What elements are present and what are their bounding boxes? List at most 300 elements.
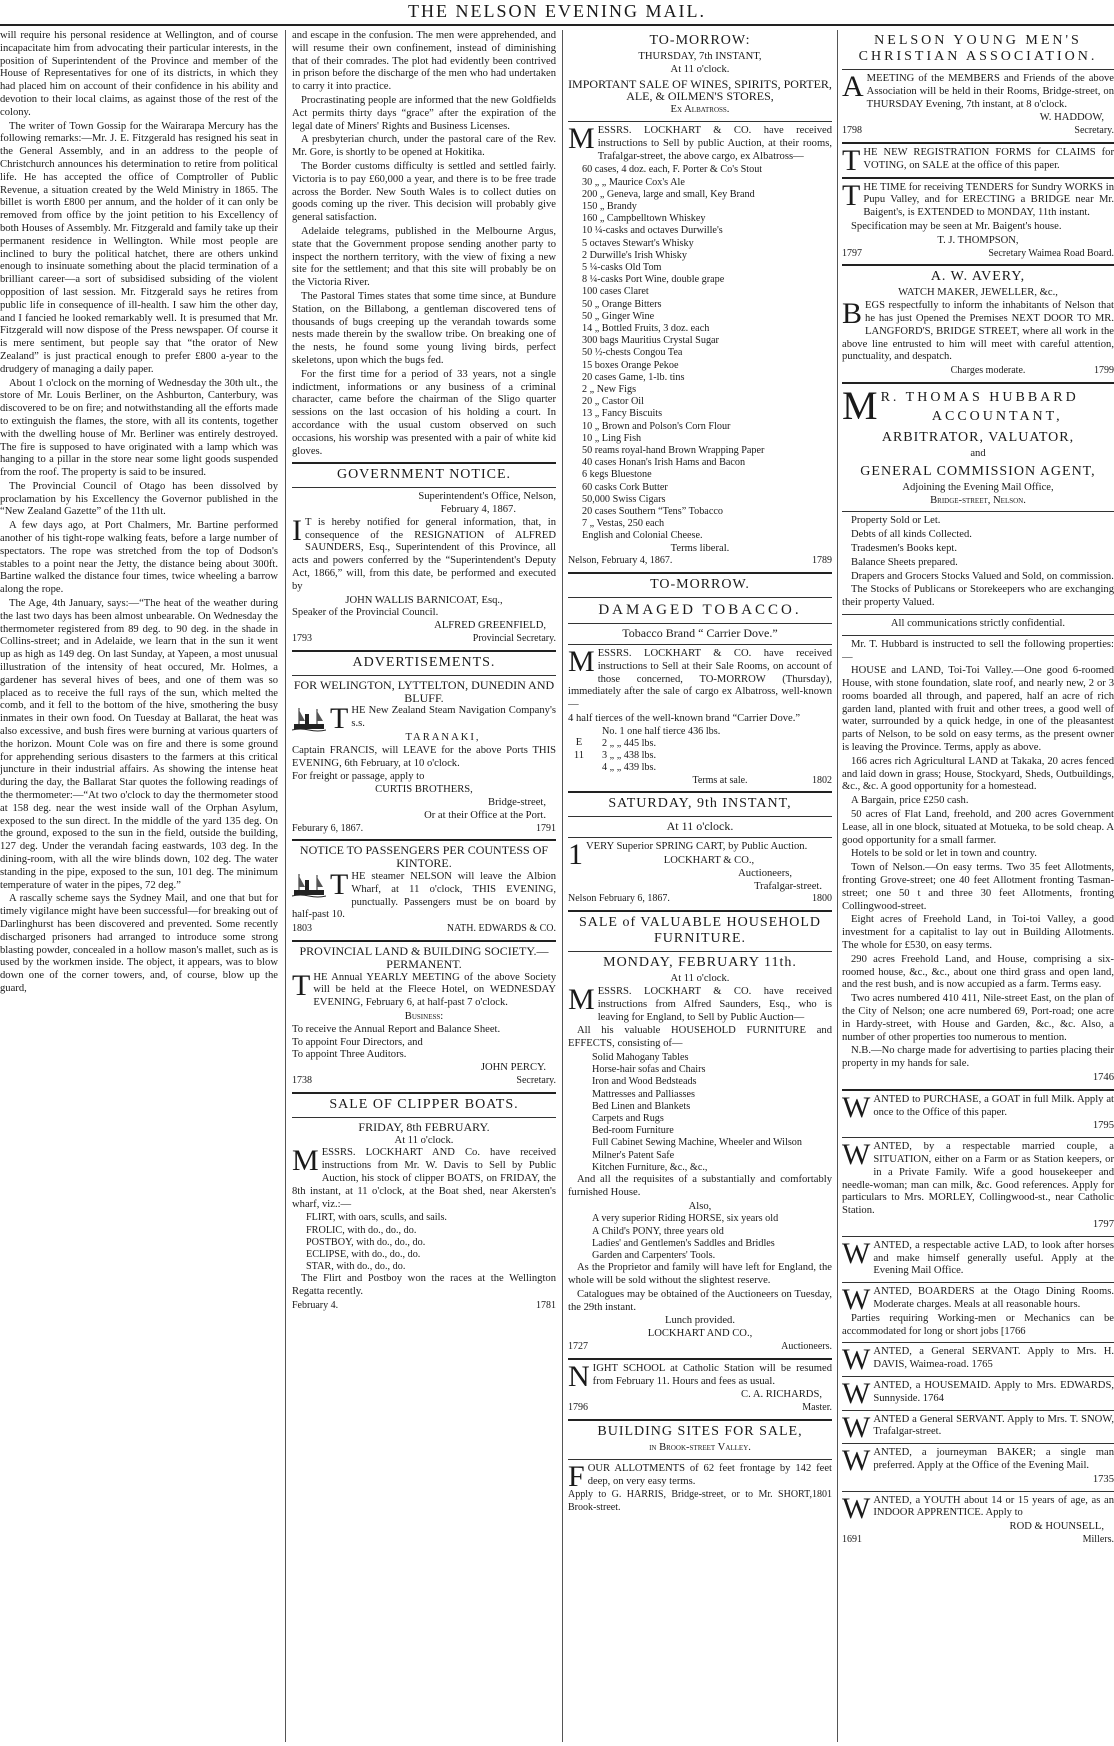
- ad-charges: Charges moderate.: [950, 365, 1026, 377]
- drop-cap: I: [292, 513, 302, 547]
- ad-signature: T. J. THOMPSON,: [937, 234, 1019, 246]
- auction-date: THURSDAY, 7th INSTANT,: [638, 51, 762, 62]
- damaged-tobacco-ad: [568, 577, 832, 787]
- ad-heading: BUILDING SITES FOR SALE,: [597, 1424, 803, 1440]
- signature-role: Master.: [802, 1402, 832, 1414]
- furniture-item: Mattresses and Palliasses: [592, 1088, 695, 1100]
- property-listing: Town of Nelson.—On easy terms. Two 35 feet Allotments, fronting Grove-street; one 40 feet Allotment fronting Tasman-street; one 50 t and three 30 feet Allotments, fronting Collingwood-street.: [842, 862, 1114, 912]
- brand-mark: 11: [573, 750, 585, 762]
- furniture-item: Horse-hair sofas and Chairs: [592, 1064, 706, 1076]
- furniture-item: Bed-room Furniture: [592, 1125, 674, 1137]
- divider: [292, 940, 556, 942]
- ad-body: ESSRS. LOCKHART & CO. have received instructions from Alfred Saunders, Esq., who is leaving for England, to Sell by Public Auction—: [597, 986, 832, 1023]
- business-label: Business:: [404, 1010, 444, 1022]
- cargo-item: 50 ½-chests Congou Tea: [582, 347, 683, 359]
- ad-body: Captain FRANCIS, will LEAVE for the above Ports THIS EVENING, 6th February, at 10 o'clock.: [292, 744, 556, 769]
- also-label: Also,: [688, 1200, 712, 1212]
- drop-cap: T: [330, 868, 349, 902]
- divider: [568, 572, 832, 574]
- ad-signature: JOHN PERCY.: [480, 1062, 546, 1074]
- furniture-item: Bed Linen and Blankets: [592, 1100, 691, 1112]
- cargo-item: 15 boxes Orange Pekoe: [582, 359, 679, 371]
- divider: [568, 644, 832, 645]
- ad-title: DAMAGED TOBACCO.: [598, 602, 802, 619]
- divider: [842, 1282, 1114, 1283]
- ad-body: Parties requiring Working-men or Mechanics can be accommodated for long or short jobs: [842, 1312, 1114, 1337]
- divider: [568, 1358, 832, 1360]
- divider: [842, 264, 1114, 266]
- also-item: Garden and Carpenters' Tools.: [592, 1250, 716, 1262]
- article-paragraph: The Border customs difficulty is settled and settled fairly. Victoria is to pay £60,000 a year, and there is to be free trade across the Border. New South Wales is to collect duties on goods coming up the river. This decision will probably give general satisfaction.: [292, 160, 556, 224]
- ad-number: 1691: [842, 1533, 862, 1545]
- building-sites-ad: [568, 1424, 832, 1515]
- divider: [292, 839, 556, 841]
- article-paragraph: will require his personal residence at Wellington, and of course incapacitate him from advocating their particular interests, in the position of Superintendent of the Province and member of the House of Representatives for one of its districts, in which they had placed him on account of their confidence in his ability and devotion to their local claims, as against those of the rest of the colony.: [0, 30, 278, 118]
- ad-number: [1766: [1000, 1325, 1026, 1337]
- service-item: Debts of all kinds Collected.: [851, 529, 972, 541]
- boat-item: FLIRT, with oars, sculls, and sails.: [306, 1212, 447, 1224]
- ad-heading: TO-MORROW.: [650, 577, 750, 593]
- divider: [842, 177, 1114, 179]
- property-listing: Eight acres of Freehold Land, in Toi-toi Valley, a good investment for a capitalist to lay out in Building Allotments. The whole for £530, on easy terms.: [842, 914, 1114, 952]
- cargo-item: 20 cases Southern “Tens” Tobacco: [582, 506, 723, 518]
- section-heading: ADVERTISEMENTS.: [352, 654, 496, 670]
- cargo-item: 10 „ Ling Fish: [582, 432, 642, 444]
- passenger-notice: [292, 844, 556, 936]
- tierce-list: [590, 726, 720, 775]
- ad-heading: A. W. AVERY,: [930, 269, 1026, 285]
- ad-date: Nelson, February 4, 1867.: [568, 555, 673, 567]
- ad-heading: R. THOMAS HUBBARD: [880, 389, 1079, 405]
- article-paragraph: The Provincial Council of Otago has been dissolved by proclamation by his Excellency the Governor published in the “New Zealand Gazette” of the 11th ult.: [0, 480, 278, 518]
- divider: [292, 1092, 556, 1094]
- drop-cap: W: [842, 1376, 871, 1410]
- night-school-ad: [568, 1359, 832, 1415]
- divider: [292, 1117, 556, 1118]
- hubbard-ad: [842, 387, 1114, 1085]
- services-list: [842, 515, 1114, 610]
- divider: [842, 142, 1114, 144]
- drop-cap: N: [568, 1359, 590, 1393]
- ad-body: Specification may be seen at Mr. Baigent's house.: [851, 220, 1062, 232]
- tierce-row: 4 „ „ 439 lbs.: [602, 762, 657, 774]
- service-item: Balance Sheets prepared.: [851, 556, 958, 568]
- ad-body: HE New Zealand Steam Navigation Company's s.s.: [351, 705, 556, 730]
- divider: [842, 1236, 1114, 1237]
- wine-sale-ad: [568, 33, 832, 568]
- ad-signature: LOCKHART & CO.,: [663, 855, 755, 867]
- ad-heading: TO-MORROW:: [649, 33, 751, 48]
- property-listing: 166 acres rich Agricultural LAND at Takaka, 20 acres fenced and laid down in grass; House, Stockyard, Sheds, Outbuildings, &c., &c. A good opportunity for a homestead.: [842, 755, 1114, 793]
- ad-note: Catalogues may be obtained of the Auctioneers on Tuesday, the 29th instant.: [568, 1288, 832, 1313]
- column-2: [292, 30, 556, 1742]
- divider: [568, 910, 832, 912]
- ad-number: 1802: [812, 774, 832, 786]
- ad-body: And all the requisites of a substantially and comfortably furnished House.: [568, 1174, 832, 1198]
- article-paragraph: The Age, 4th January, says:—“The heat of the weather during the last two days has been almost unbearable. On Wednesday the thermometer registered from 89 deg. to 90 deg. in the shade in Collins-street; and in Adelaide, we learn that in the sun it went up as high as 149 deg. On last Sunday, at Yapeen, a most unusual illustration of the intensity of heat occured, Mr. Holmes, a gardener has several hives of bees, and one of them was so placed as to receive the full rays of the sun, which melted the comb, and it fell to the bottom of the hive, smothering the busy inmates in their own food. On Tuesday at Ballarat, the heat was also excessive, and bush fires were burning at various quarters of the horizon. Mount Cole was on fire and there is some ground for apprehending serious disasters to the farmers at this critical juncture in their industrial affairs. As showing the intense heat during the day, the Ballarat Star quotes the following readings of the thermometer:—“At two o'clock to day the thermometer stood at 158 deg. near the west inside wall of the Orphan Asylum, exposed to the sun direct. In the middle of the yard 135 deg. On the ground, exposed to the sun in the field, outside the building, 127 deg. Under the verandah facing eastwards, 103 deg. In the dining-room, with all the wire blinds down, 102 deg. The water standing in the pipe, exposed to the sun, 101 deg. The minimum temperature of water in the pipes, 72 deg.”: [0, 598, 278, 891]
- cargo-item: 20 cases Game, 1-lb. tins: [582, 371, 685, 383]
- furniture-item: Iron and Wood Bedsteads: [592, 1076, 697, 1088]
- ad-number: 1798: [842, 125, 862, 137]
- masthead: THE NELSON EVENING MAIL.: [408, 1, 706, 21]
- notice-signature: ALFRED GREENFIELD,: [434, 620, 546, 632]
- ad-number: 1791: [536, 822, 556, 834]
- ad-number: 1738: [292, 1074, 312, 1086]
- steamer-ad-taranaki: [292, 679, 556, 836]
- ad-heading: FOR WELINGTON, LYTTELTON, DUNEDIN AND BLUFF.: [293, 677, 555, 705]
- ad-number: 1789: [812, 555, 832, 567]
- ad-ex: Ex Albatross.: [670, 104, 730, 116]
- ad-body: EGS respectfully to inform the inhabitants of Nelson that he has just Opened the Premises NEXT DOOR TO MR. LANGFORD'S, BRIDGE STREET, where all work in the above line entrusted to him will meet with careful attention, punctuality, and despatch.: [842, 300, 1114, 363]
- signature-street: Trafalgar-street.: [754, 880, 822, 892]
- divider: [292, 462, 556, 464]
- article-paragraph: A rascally scheme says the Sydney Mail, and one that but for timely vigilance might have been successful—for breaking out of Darlinghurst has been discovered and prevented. Some recently discharged prisoners had arranged to introduce some strong blasting powder, concealed in a hollow mason's mallet, such as is used by the workmen inside. The object, it appears, was to blow down one of the corner towers, and, of course, blow up the guard,: [0, 893, 278, 994]
- notice-date: February 4, 1867.: [440, 504, 516, 516]
- property-listing: 50 acres of Flat Land, freehold, and 200 acres Government Lease, all in one block, situated at Motueka, to be sold cheap. A good opportunity for a small farmer.: [842, 809, 1114, 846]
- ad-body: ANTED, a General SERVANT. Apply to Mrs. H. DAVIS, Waimea-road.: [873, 1346, 1114, 1371]
- cargo-item: 30 „ „ Maurice Cox's Ale: [582, 176, 685, 188]
- ad-body: ESSRS. LOCKHART AND Co. have received instructions from Mr. W. Davis to Sell by Public Auction, his stock of clipper BOATS, on FRIDAY, the 8th instant, at 11 o'clock, at the Boat shed, near Akersten's wharf, viz.:—: [292, 1147, 556, 1210]
- ad-body: OUR ALLOTMENTS of 62 feet frontage by 142 feet deep, on very easy terms.: [587, 1462, 832, 1487]
- ad-body: ESSRS. LOCKHART & CO. have received instructions to Sell at their Sale Rooms, on account of those concerned, TO-MORROW (Thursday), immediately after the sale of cargo ex Albatross, well-known—: [568, 648, 832, 711]
- ad-date: February 4.: [292, 1299, 339, 1311]
- wanted-goat-ad: [842, 1090, 1114, 1133]
- drop-cap: W: [842, 1491, 871, 1525]
- divider: [568, 837, 832, 838]
- cargo-list: [568, 164, 832, 542]
- cargo-item: 13 „ Fancy Biscuits: [582, 408, 663, 420]
- tenders-ad: [842, 178, 1114, 261]
- auction-date: MONDAY, FEBRUARY 11th.: [603, 955, 797, 971]
- drop-cap: F: [568, 1459, 585, 1493]
- ad-lead: 4 half tierces of the well-known brand “Carrier Dove.”: [568, 713, 801, 725]
- agent-office: Or at their Office at the Port.: [424, 809, 546, 821]
- ad-number: 1781: [536, 1299, 556, 1311]
- divider: [292, 487, 556, 488]
- steamship-icon: [292, 706, 326, 732]
- article-paragraph: The writer of Town Gossip for the Wairarapa Mercury has the following remarks:—Mr. J. E. Fitzgerald has resigned his seat in the General Assembly, and in an address to the people of Christchurch announces his determination to retire from political life. He has accepted the office of Comptroller of Public Revenue, a situation created by the Weld Ministry in 1865. The billet is worth £800 per annum, and the holder of it can only be removed from office by the joint petition to his Excellency of both Houses of Assembly. Mr. Fitzgerald and family take up their permanent residence in Wellington. While most people are inclined to bury the political hatchet, there are others unkind enough to insinuate something about the placid termination of a brilliant career—a sort of subsidised subsiding of the violent opposition of last session. Mr. Fitzgerald says he retires from public life in consequence of ill-health. I saw him the other day, and I fancied he looked remarkably well. It is presumed that Mr. Fitzgerald will now dispose of the Press newspaper. Of course it is mere sentiment, but people say that “the orator of New Zealand” is just practical enough to prefer £800 a-year to the drudgery of managing a daily paper.: [0, 120, 278, 375]
- brand-mark: E: [575, 737, 583, 749]
- cargo-item: 5 ¼-casks Old Tom: [582, 262, 662, 273]
- ad-number: 1796: [568, 1402, 588, 1414]
- drop-cap: W: [842, 1236, 871, 1270]
- article-paragraph: About 1 o'clock on the morning of Wednesday the 30th ult., the store of Mr. Louis Berliner, on the Ashburton, Canterbury, was discovered to be on fire; and notwithstanding all the efforts made to extinguish the flames, the store, with all its contents, together with the dwelling house of Mr. Berliner was entirely destroyed. The fire is supposed to have originated with a lamp which was hanging to a pillar in the store near some light goods suspended from the roof. The property is said to be insured.: [0, 377, 278, 479]
- ad-number: 1793: [292, 633, 312, 645]
- service-item: The Stocks of Publicans or Storekeepers who are exchanging their property Valued.: [842, 584, 1114, 609]
- auction-date: FRIDAY, 8th FEBRUARY.: [358, 1119, 490, 1134]
- drop-cap: T: [330, 702, 349, 736]
- column-3: [568, 30, 832, 1742]
- ad-body: ANTED, BOARDERS at the Otago Dining Rooms. Moderate charges. Meals at all reasonable hours.: [873, 1286, 1114, 1310]
- drop-cap: T: [292, 968, 311, 1002]
- tierce-row: 3 „ „ 438 lbs.: [602, 750, 657, 762]
- cargo-item: 6 kegs Bluestone: [582, 469, 652, 481]
- ad-number: 1795: [1092, 1120, 1114, 1132]
- cargo-item: 200 „ Geneva, large and small, Key Brand: [582, 188, 755, 200]
- steamship-icon: [292, 872, 326, 898]
- divider: [842, 635, 1114, 636]
- article-paragraph: A few days ago, at Port Chalmers, Mr. Bartine performed another of his tight-rope walking feats, before a large number of spectators. The rope was stretched from the top of Dodson's stables to a point near the Jetty, the distance being about 300ft. Bartine walked the distance four times, twice wheeling a barrow along the rope.: [0, 520, 278, 596]
- notice-role: Speaker of the Provincial Council.: [292, 607, 439, 619]
- furniture-item: Full Cabinet Sewing Machine, Wheeler and Wilson: [592, 1137, 802, 1149]
- divider: [842, 1376, 1114, 1377]
- cargo-item: 10 ¼-casks and octaves Durwille's: [582, 225, 723, 237]
- ad-number: 1727: [568, 1341, 588, 1353]
- boat-item: ECLIPSE, with do., do., do.: [306, 1248, 421, 1260]
- article-paragraph: The Pastoral Times states that some time since, at Bundure Station, on the Billabong, a gentleman discovered tens of thousands of bugs creeping up the verandah towards some nests made therein by the swallow tribe. On breaking one of the nests, he found some young living birds, perfect skeletons, upon which the bugs fed.: [292, 290, 556, 366]
- drop-cap: T: [842, 178, 861, 212]
- auction-time: At 11 o'clock.: [666, 819, 734, 834]
- divider: [842, 1443, 1114, 1444]
- ad-number: 1799: [1093, 365, 1114, 377]
- article-paragraph: and escape in the confusion. The men were apprehended, and will resume their own confinement, instead of diminishing that of their comrades. The plot had evidently been contrived in prison before the discharge of the men who had undertaken to carry it into practice.: [292, 30, 556, 93]
- ad-body: ANTED, a YOUTH about 14 or 15 years of age, as an INDOOR APPRENTICE. Apply to: [873, 1494, 1114, 1519]
- divider: [568, 791, 832, 793]
- ad-number: 1765: [971, 1359, 993, 1371]
- signature-role: Secretary.: [1074, 125, 1114, 137]
- also-item: A very superior Riding HORSE, six years old: [592, 1213, 779, 1225]
- boat-item: STAR, with do., do., do.: [306, 1261, 406, 1273]
- ad-signature: C. A. RICHARDS,: [741, 1389, 822, 1401]
- divider: [568, 623, 832, 624]
- drop-cap: A: [842, 70, 864, 103]
- ad-address: Bridge-street, Nelson.: [930, 494, 1026, 506]
- divider: [842, 1137, 1114, 1138]
- ad-line: For freight or passage, apply to: [292, 771, 425, 783]
- divider: [842, 1342, 1114, 1343]
- properties-list: [842, 665, 1114, 1044]
- agenda-item: To receive the Annual Report and Balance Sheet.: [292, 1023, 501, 1035]
- ad-body: IGHT SCHOOL at Catholic Station will be resumed from February 11. Hours and fees as usual.: [592, 1362, 832, 1387]
- agent-street: Bridge-street,: [488, 797, 546, 809]
- signature-role: Provincial Secretary.: [472, 633, 556, 645]
- signature-role: Auctioneers,: [738, 867, 792, 879]
- ad-heading: NELSON YOUNG MEN'S CHRISTIAN ASSOCIATION.: [858, 33, 1098, 64]
- ad-address: Adjoining the Evening Mail Office,: [902, 481, 1054, 493]
- ad-body: HE Annual YEARLY MEETING of the above Society will be held at the Fleece Hotel, on WEDNESDAY EVENING, February 6, at half-past 7 o'clock.: [313, 971, 556, 1009]
- building-society-ad: [292, 945, 556, 1088]
- ad-body: ESSRS. LOCKHART & CO. have received instructions to Sell by public Auction, at their rooms, Trafalgar-street, the above cargo, ex Albatross—: [597, 124, 832, 162]
- ad-body: HE TIME for receiving TENDERS for Sundry WORKS in Pupu Valley, and for ERECTING a BRIDGE near Mr. Baigent's, is EXTENDED to MONDAY, 11th instant.: [863, 181, 1114, 219]
- ad-heading-line: ACCOUNTANT,: [931, 408, 1063, 424]
- divider: [568, 121, 832, 122]
- column-rule: [837, 30, 838, 1742]
- ad-number: 1801: [812, 1489, 832, 1501]
- furniture-item: Milner's Patent Safe: [592, 1149, 675, 1161]
- ad-body: ANTED, a HOUSEMAID. Apply to Mrs. EDWARDS, Sunnyside.: [873, 1379, 1114, 1404]
- wanted-youth-ad: [842, 1491, 1114, 1547]
- divider: [842, 1491, 1114, 1492]
- furniture-list: [568, 1052, 832, 1174]
- cargo-item: 60 cases, 4 doz. each, F. Porter & Co's Stout: [582, 164, 763, 176]
- article-paragraph: Procrastinating people are informed that the new Goldfields Act permits thirty days “grace” after the expiration of the legal date of Miners' Rights and Business Licenses.: [292, 94, 556, 132]
- divider: [568, 816, 832, 817]
- ad-subtitle: WATCH MAKER, JEWELLER, &c.,: [898, 287, 1058, 299]
- signature-role: Millers.: [1082, 1533, 1114, 1545]
- drop-cap: W: [842, 1283, 871, 1317]
- article-paragraph: For the first time for a period of 33 years, not a single indictment, informations or any business of a criminal character, came before the chairman of the Sligo quarter sessions on the last occasion of his holding a court. In accordance with the usual custom observed on such occasions, his worship was presented with a pair of white kid gloves.: [292, 368, 556, 457]
- also-item: Ladies' and Gentlemen's Saddles and Bridles: [592, 1237, 775, 1249]
- boat-item: FROLIC, with do., do., do.: [306, 1224, 417, 1236]
- drop-cap: 1: [568, 838, 583, 872]
- ship-name: TARANAKI,: [405, 732, 481, 744]
- notice-office: Superintendent's Office, Nelson,: [418, 491, 556, 503]
- property-listing: Hotels to be sold or let in town and country.: [851, 848, 1037, 860]
- ad-number: 1746: [1092, 1072, 1114, 1083]
- service-item: Drapers and Grocers Stocks Valued and Sold, on commission.: [851, 570, 1114, 582]
- ad-heading: SALE of VALUABLE HOUSEHOLD FURNITURE.: [578, 915, 822, 947]
- ad-and: and: [970, 447, 986, 459]
- ad-number: 1764: [922, 1392, 944, 1404]
- ad-number: 1735: [1092, 1473, 1114, 1485]
- ad-apply: Apply to G. HARRIS, Bridge-street, or to Mr. SHORT, Brook-street.: [568, 1489, 812, 1514]
- cargo-item: 2 Durwille's Irish Whisky: [582, 249, 687, 261]
- ad-terms: Terms at sale.: [692, 774, 748, 786]
- divider: [568, 951, 832, 952]
- government-notice: [292, 467, 556, 646]
- drop-cap: M: [568, 983, 595, 1017]
- ad-lead: All his valuable HOUSEHOLD FURNITURE and EFFECTS, consisting of—: [568, 1025, 832, 1050]
- agenda-item: To appoint Four Directors, and: [292, 1036, 423, 1048]
- notice-name: JOHN WALLIS BARNICOAT, Esq.,: [345, 594, 503, 606]
- divider: [842, 511, 1114, 512]
- drop-cap: M: [842, 386, 878, 427]
- wanted-lad-ad: [842, 1236, 1114, 1278]
- also-item: A Child's PONY, three years old: [592, 1225, 724, 1237]
- ad-body: VERY Superior SPRING CART, by Public Auction.: [586, 841, 808, 853]
- divider: [842, 1410, 1114, 1411]
- wanted-boarders-ad: [842, 1283, 1114, 1338]
- drop-cap: W: [842, 1343, 871, 1377]
- ad-body: ANTED a General SERVANT. Apply to Mrs. T. SNOW, Trafalgar-street.: [873, 1413, 1114, 1438]
- signature-role: Secretary Waimea Road Board.: [988, 247, 1114, 259]
- wanted-general-servant-ad: [842, 1410, 1114, 1444]
- ad-heading-line: ARBITRATOR, VALUATOR,: [881, 429, 1075, 445]
- property-listing: A Bargain, price £250 cash.: [851, 795, 969, 807]
- ad-body: HE steamer NELSON will leave the Albion Wharf, at 11 o'clock, THIS EVENING, punctually. Passengers must be on board by half-past 10.: [292, 871, 556, 921]
- agenda-item: To appoint Three Auditors.: [292, 1049, 407, 1061]
- ad-terms: Terms liberal.: [670, 542, 730, 554]
- ad-body: ANTED, a journeyman BAKER; a single man preferred. Apply at the Office of the Evening Mail.: [873, 1447, 1114, 1471]
- column-rule: [562, 30, 563, 1742]
- ad-body: HE NEW REGISTRATION FORMS for CLAIMS for VOTING, on SALE at the office of this paper.: [863, 146, 1114, 171]
- furniture-item: Solid Mahogany Tables: [592, 1052, 689, 1064]
- tierce-row: No. 1 one half tierce 436 lbs.: [602, 725, 721, 737]
- registration-forms-ad: [842, 143, 1114, 177]
- ad-lunch: Lunch provided.: [664, 1315, 736, 1327]
- cargo-item: 8 ¼-casks Port Wine, double grape: [582, 274, 725, 286]
- divider: [568, 1459, 832, 1460]
- auction-time: At 11 o'clock.: [670, 973, 730, 985]
- service-item: Tradesmen's Books kept.: [851, 542, 957, 554]
- cargo-item: 20 „ Castor Oil: [582, 396, 644, 408]
- notice-body: T is hereby notified for general information, that, in consequence of the RESIGNATION of ALFRED SAUNDERS, Esq., Superintendent of this Province, all acts and powers conferred by the “Superintendent's Deputy Act, 1866,” will, from this date, be performed and executed by: [292, 516, 556, 592]
- ad-heading: PROVINCIAL LAND & BUILDING SOCIETY.—PERMANENT.: [299, 944, 549, 971]
- service-item: Property Sold or Let.: [851, 515, 941, 527]
- cargo-item: English and Colonial Cheese.: [582, 530, 703, 542]
- spring-cart-ad: [568, 796, 832, 906]
- ad-heading: SATURDAY, 9th INSTANT,: [608, 796, 792, 812]
- cargo-item: 50 „ Orange Bitters: [582, 298, 662, 310]
- ad-note: N.B.—No charge made for advertising to parties placing their property in my hands for sale.: [842, 1045, 1114, 1070]
- cargo-item: 40 cases Honan's Irish Hams and Bacon: [582, 457, 746, 469]
- wanted-servant-ad: [842, 1343, 1114, 1377]
- column-1: [0, 30, 278, 1742]
- household-furniture-ad: [568, 915, 832, 1354]
- cargo-item: 5 octaves Stewart's Whisky: [582, 237, 694, 249]
- property-listing: 290 acres Freehold Land, and House, comprising a six-roomed house, &c., &c., about one third grass and open land, and the rest bush, and is now accupied as a farm. Terms easy.: [842, 953, 1114, 991]
- masthead-rule: [0, 24, 1114, 26]
- cargo-item: 150 „ Brandy: [582, 200, 637, 212]
- signature-role: Auctioneers.: [781, 1341, 832, 1353]
- ad-heading: SALE OF CLIPPER BOATS.: [329, 1096, 519, 1112]
- drop-cap: W: [842, 1410, 871, 1444]
- drop-cap: M: [292, 1144, 319, 1178]
- ad-signature: LOCKHART AND CO.,: [647, 1328, 753, 1340]
- drop-cap: W: [842, 1138, 871, 1172]
- clipper-boats-ad: [292, 1097, 556, 1313]
- auction-time: At 11 o'clock.: [394, 1134, 454, 1146]
- drop-cap: T: [842, 143, 861, 177]
- article-paragraph: Adelaide telegrams, published in the Melbourne Argus, state that the Government propose sending another party to inspect the northern territory, with the view of fixing a new site for the settlement; and that this site will probably be on the Victoria River.: [292, 225, 556, 289]
- ad-body: Mr. T. Hubbard is instructed to sell the following properties:—: [842, 638, 1114, 663]
- ymca-notice: [842, 33, 1114, 138]
- ad-heading: NOTICE TO PASSENGERS PER COUNTESS OF KINTORE.: [299, 843, 549, 871]
- ad-signature: ROD & HOUNSELL,: [1009, 1521, 1104, 1533]
- column-rule: [285, 30, 286, 1742]
- property-listing: Two acres numbered 410 411, Nile-street East, on the plan of the City of Nelson; one acre numbered 69, Port-road; one acre in Hardy-street, with House and Garden, &c., &c. Also, a number of other properties too numerous to mention.: [842, 993, 1114, 1043]
- cargo-item: 50,000 Swiss Cigars: [582, 493, 666, 505]
- cargo-item: 100 cases Claret: [582, 286, 649, 298]
- divider: [568, 597, 832, 598]
- drop-cap: W: [842, 1090, 871, 1124]
- ad-title: IMPORTANT SALE OF WINES, SPIRITS, PORTER, ALE, & OILMEN'S STORES,: [568, 76, 832, 104]
- ad-body: ANTED, by a respectable married couple, a SITUATION, either on a Farm or as Station keepers, or in a Private Family. Wife a good housekeeper and needle-woman; man can milk, &c. Good references. Apply for particulars to Mrs. MORLEY, Collingwood-st., near Catholic Station.: [842, 1141, 1114, 1217]
- divider: [842, 382, 1114, 384]
- drop-cap: W: [842, 1444, 871, 1478]
- agent-name: CURTIS BROTHERS,: [375, 784, 473, 796]
- ad-confidential: All communications strictly confidential.: [890, 617, 1066, 629]
- ad-note: The Flirt and Postboy won the races at the Wellington Regatta recently.: [292, 1273, 556, 1298]
- boat-item: POSTBOY, with do., do., do.: [306, 1236, 426, 1248]
- divider: [292, 675, 556, 676]
- ad-number: 1803: [292, 923, 312, 935]
- ad-number: 1800: [812, 893, 832, 905]
- ad-number: 1797: [1092, 1218, 1114, 1230]
- divider: [842, 69, 1114, 70]
- divider: [842, 1089, 1114, 1091]
- ad-body: ANTED to PURCHASE, a GOAT in full Milk. Apply at once to the Office of this paper.: [873, 1093, 1114, 1118]
- wanted-situation-ad: [842, 1138, 1114, 1232]
- cargo-item: 10 „ Brown and Polson's Corn Flour: [582, 420, 731, 432]
- drop-cap: M: [568, 645, 595, 679]
- cargo-item: 7 „ Vestas, 250 each: [582, 518, 665, 530]
- wanted-baker-ad: [842, 1444, 1114, 1486]
- ad-number: 1797: [842, 247, 862, 259]
- cargo-item: 50 „ Ginger Wine: [582, 310, 655, 322]
- cargo-item: 160 „ Campbelltown Whiskey: [582, 213, 706, 225]
- article-paragraph: A presbyterian church, under the pastoral care of the Rev. Mr. Gore, is shortly to be opened at Hokitika.: [292, 134, 556, 159]
- ad-date: Nelson February 6, 1867.: [568, 893, 670, 905]
- wanted-housemaid-ad: [842, 1376, 1114, 1410]
- cargo-item: 50 reams royal-hand Brown Wrapping Paper: [582, 445, 765, 457]
- ad-subtitle: Tobacco Brand “ Carrier Dove.”: [622, 626, 778, 641]
- ad-body: ANTED, a respectable active LAD, to look after horses and make himself generally useful. Apply at the Evening Mail Office.: [873, 1239, 1114, 1277]
- cargo-item: 2 „ New Figs: [582, 384, 637, 396]
- ad-heading-line: GENERAL COMMISSION AGENT,: [860, 463, 1096, 479]
- ad-signature: W. HADDOW,: [1039, 112, 1104, 124]
- ad-date: Feburary 6, 1867.: [292, 822, 364, 834]
